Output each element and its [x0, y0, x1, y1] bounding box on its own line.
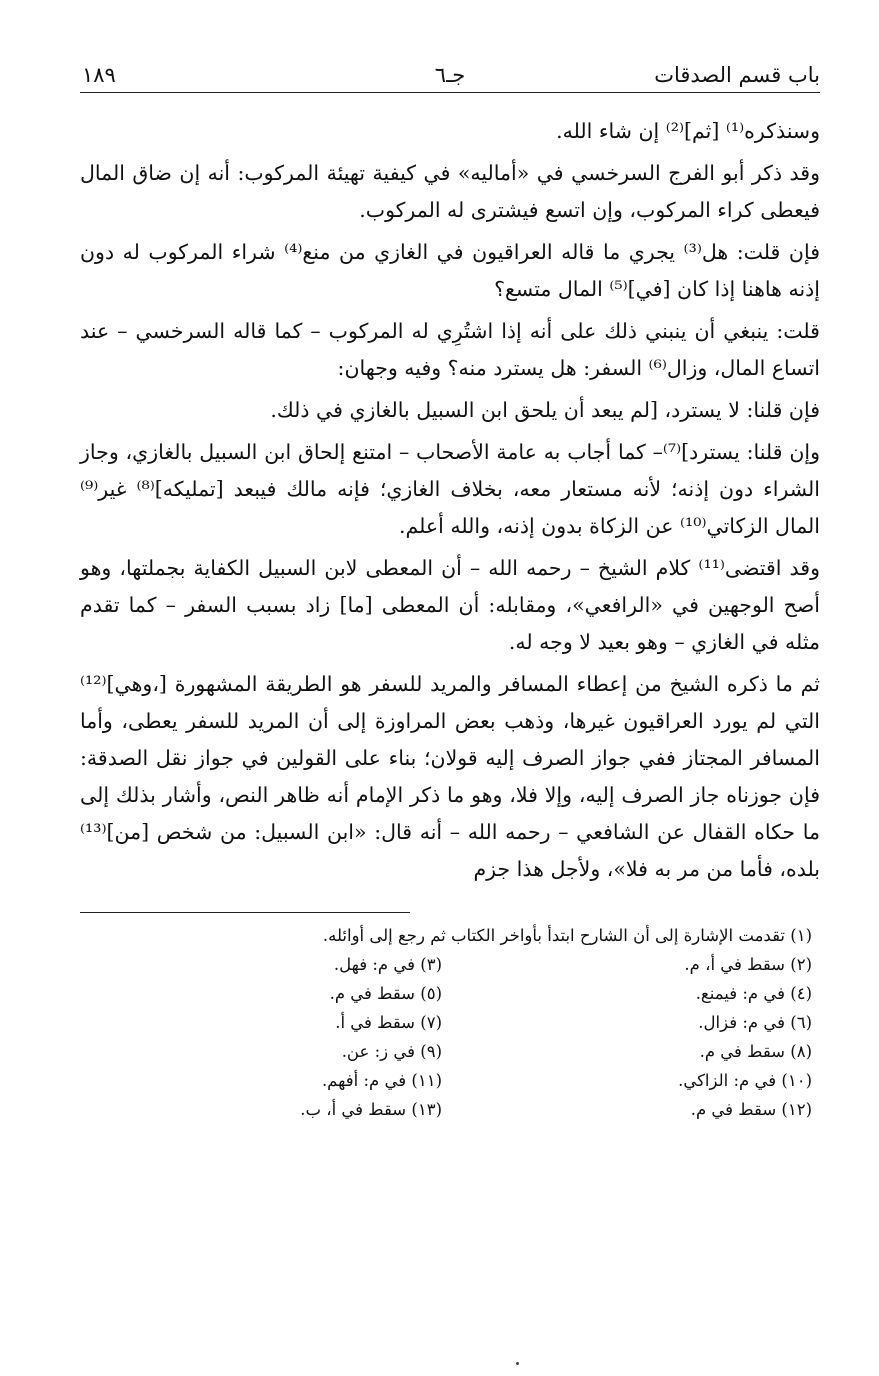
- footnote: (١٠) في م: الزاكي.: [678, 1071, 812, 1090]
- paragraph: وسنذكره⁽¹⁾ [ثم]⁽²⁾ إن شاء الله.: [556, 119, 820, 143]
- page-number: ١٨٩: [82, 63, 116, 87]
- footnote: (١٣) سقط في أ، ب.: [300, 1100, 442, 1119]
- paragraph: وإن قلنا: يسترد]⁽⁷⁾– كما أجاب به عامة الأصحاب – امتنع إلحاق ابن السبيل بالغازي، وجاز الشراء دون إذنه؛ لأنه مستعار معه، بخلاف الغازي؛ فإنه مالك فيبعد [تمليكه]⁽⁸⁾ غير⁽⁹⁾ المال الزكاتي⁽¹⁰⁾ عن الزكاة بدون إذنه، والله أعلم.: [80, 440, 820, 538]
- footnote: (٥) سقط في م.: [329, 984, 442, 1003]
- main-text: [80, 113, 820, 888]
- paragraph: وقد اقتضى⁽¹¹⁾ كلام الشيخ – رحمه الله – أن المعطى لابن السبيل الكفاية بجملتها، وهو أصح الوجهين في «الرافعي»، ومقابله: أن المعطى [ما] زاد بسبب السفر – كما تقدم مثله في الغازي – وهو بعيد لا وجه له.: [80, 556, 820, 654]
- volume-label: جـ٦: [434, 63, 466, 87]
- footnote: (٢) سقط في أ، م.: [684, 955, 812, 974]
- footnote: (٤) في م: فيمنع.: [695, 984, 812, 1003]
- footnote: (١) تقدمت الإشارة إلى أن الشارح ابتدأ بأواخر الكتاب ثم رجع إلى أوائله.: [322, 926, 812, 945]
- footnote: (١١) في م: أفهم.: [321, 1071, 442, 1090]
- footnote: (٦) في م: فزال.: [698, 1013, 812, 1032]
- footnote: (١٢) سقط في م.: [690, 1100, 812, 1119]
- paragraph: وقد ذكر أبو الفرج السرخسي في «أماليه» في كيفية تهيئة المركوب: أنه إن ضاق المال فيعطى كراء المركوب، وإن اتسع فيشترى له المركوب.: [80, 161, 820, 222]
- paragraph: فإن قلنا: لا يسترد، [لم يبعد أن يلحق ابن السبيل بالغازي في ذلك.: [270, 398, 820, 422]
- footnotes: [80, 921, 820, 1124]
- running-header: [80, 58, 820, 93]
- footnote: (٣) في م: فهل.: [333, 955, 442, 974]
- scan-speck: [516, 1362, 519, 1365]
- chapter-title: باب قسم الصدقات: [654, 63, 820, 87]
- paragraph: ثم ما ذكره الشيخ من إعطاء المسافر والمريد للسفر هو الطريقة المشهورة [،وهي]⁽¹²⁾ التي لم يورد العراقيون غيرها، وذهب بعض المراوزة إلى أن المريد للسفر يعطى، وأما المسافر المجتاز ففي جواز الصرف إليه قولان؛ بناء على القولين في جواز نقل الصدقة: فإن جوزناه جاز الصرف إليه، وإلا فلا، وهو ما ذكر الإمام أنه ظاهر النص، وأشار بذلك إلى ما حكاه القفال عن الشافعي – رحمه الله – أنه قال: «ابن السبيل: من شخص [من]⁽¹³⁾ بلده، فأما من مر به فلا»، ولأجل هذا جزم: [80, 672, 820, 881]
- paragraph: فإن قلت: هل⁽³⁾ يجري ما قاله العراقيون في الغازي من منع⁽⁴⁾ شراء المركوب له دون إذنه هاهنا إذا كان [في]⁽⁵⁾ المال متسع؟: [80, 240, 820, 301]
- footnote: (٨) سقط في م.: [699, 1042, 812, 1061]
- footnote: (٩) في ز: عن.: [341, 1042, 442, 1061]
- book-page: [80, 58, 820, 1124]
- paragraph: قلت: ينبغي أن ينبني ذلك على أنه إذا اشتُرِي له المركوب – كما قاله السرخسي – عند اتساع المال، وزال⁽⁶⁾ السفر: هل يسترد منه؟ وفيه وجهان:: [80, 319, 820, 380]
- footnote: (٧) سقط في أ.: [335, 1013, 442, 1032]
- footnote-separator: [80, 912, 410, 913]
- footnote-grid: [80, 950, 820, 1124]
